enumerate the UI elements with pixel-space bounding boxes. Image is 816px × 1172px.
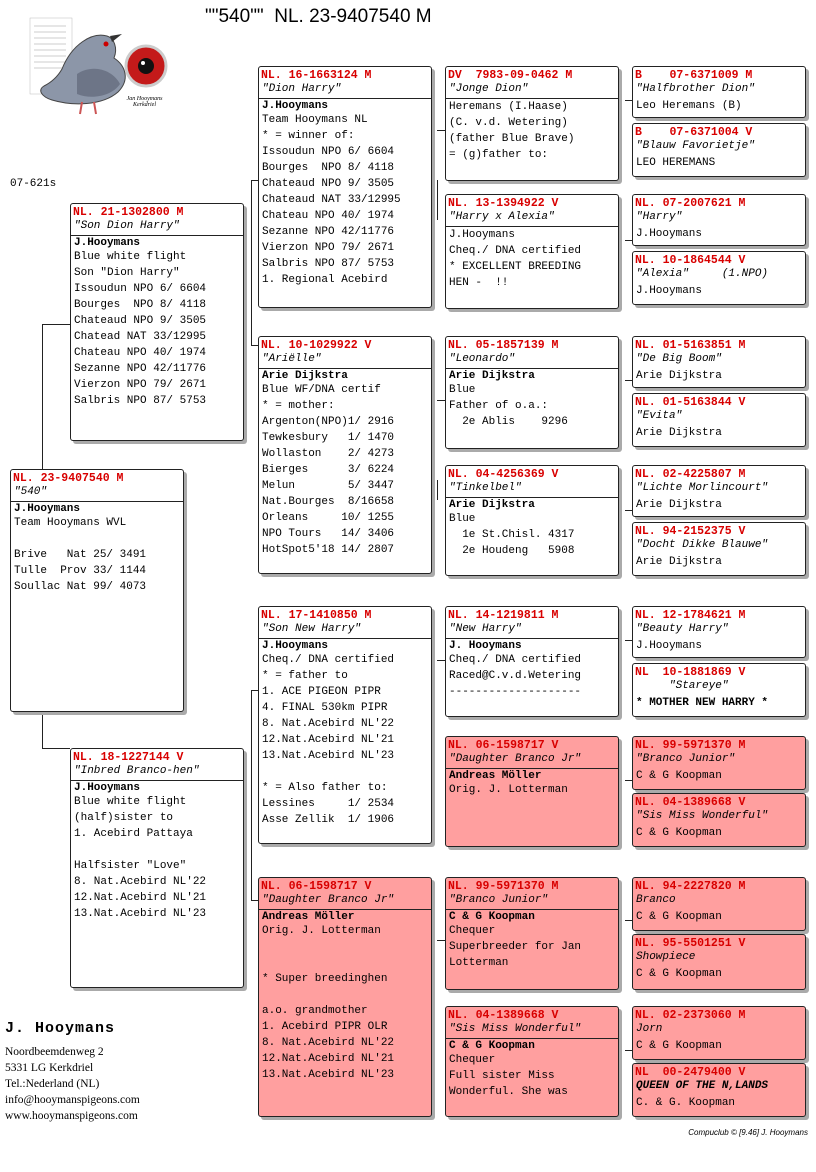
ring-number: NL. 02-2373060 M <box>635 1009 746 1022</box>
owner: Arie Dijkstra <box>636 556 722 568</box>
info-line <box>259 955 431 971</box>
info-line: 2e Ablis 9296 <box>449 416 568 428</box>
info-line: Soullac Nat 99/ 4073 <box>14 581 147 593</box>
ring-number: NL. 12-1784621 M <box>635 609 746 622</box>
info-line: Full sister Miss <box>449 1070 555 1082</box>
info-line <box>11 531 183 547</box>
pigeon-name: "Lichte Morlincourt" <box>636 482 769 494</box>
pigeon-name: "Jonge Dion" <box>446 82 618 99</box>
info-line: (father Blue Brave) <box>449 133 575 145</box>
email-link[interactable]: info@hooymanspigeons.com <box>5 1094 140 1106</box>
pedigree-box-g6[interactable] <box>632 393 806 447</box>
info-line: Blue white flight <box>74 796 187 808</box>
pigeon-name: "540" <box>11 485 183 502</box>
logo-caption: Jan Hooymans Kerkdriel <box>126 96 163 108</box>
info-line: 8. Nat.Acebird NL'22 <box>74 876 207 888</box>
info-line: Wollaston 2/ 4273 <box>262 448 395 460</box>
pedigree-box-sire-dam[interactable] <box>258 336 432 574</box>
info-line: Blue <box>449 513 476 525</box>
ring-number: NL. 10-1029922 V <box>261 339 372 352</box>
ring-number: NL. 04-1389668 V <box>635 796 746 809</box>
info-line: Superbreeder for Jan <box>449 941 582 953</box>
pigeon-name: "Halfbrother Dion" <box>636 83 755 95</box>
info-line: * = winner of: <box>262 130 355 142</box>
pigeon-name: Showpiece <box>636 951 696 963</box>
pigeon-name: "Beauty Harry" <box>636 623 729 635</box>
ring-number: NL. 01-5163851 M <box>635 339 746 352</box>
info-line: Team Hooymans WVL <box>14 517 127 529</box>
info-line: Raced@C.v.d.Wetering <box>449 670 582 682</box>
info-line: Cheq./ DNA certified <box>449 245 582 257</box>
owner: Arie Dijkstra <box>636 499 722 511</box>
ring-number: NL. 94-2152375 V <box>635 525 746 538</box>
info-line: Orig. J. Lotterman <box>262 925 381 937</box>
page-title: ""540"" NL. 23-9407540 M <box>205 6 432 27</box>
info-line: * = father to <box>262 670 348 682</box>
ring-number: NL. 17-1410850 M <box>261 609 372 622</box>
info-line <box>259 987 431 1003</box>
pigeon-name: "Son Dion Harry" <box>71 219 243 236</box>
ring-number: NL. 13-1394922 V <box>448 197 559 210</box>
owner: Leo Heremans (B) <box>636 100 742 112</box>
ring-number: NL. 94-2227820 M <box>635 880 746 893</box>
info-line: * EXCELLENT BREEDING <box>449 261 582 273</box>
info-line: 2e Houdeng 5908 <box>449 545 575 557</box>
owner: Heremans (I.Haase) <box>449 101 568 113</box>
owner: J.Hooymans <box>636 640 703 652</box>
info-line: 12.Nat.Acebird NL'21 <box>262 734 395 746</box>
info-line: Blue <box>449 384 476 396</box>
pedigree-box-g3[interactable] <box>632 194 806 246</box>
pigeon-name: "Blauw Favorietje" <box>636 140 755 152</box>
pigeon-name: Branco <box>636 894 676 906</box>
pedigree-box-sire[interactable] <box>70 203 244 441</box>
pedigree-box-ddd[interactable] <box>445 1006 619 1117</box>
pigeon-logo-icon <box>22 14 172 126</box>
info-line: 1e St.Chisl. 4317 <box>449 529 575 541</box>
pigeon-name: "Inbred Branco-hen" <box>71 764 243 781</box>
info-line: Blue white flight <box>74 251 187 263</box>
owner: J.Hooymans <box>262 100 329 112</box>
pedigree-box-sire-sire[interactable] <box>258 66 432 308</box>
owner: J. Hooymans <box>449 640 522 652</box>
info-line: NPO Tours 14/ 3406 <box>262 528 395 540</box>
pedigree-box-g16[interactable] <box>632 1063 806 1117</box>
owner: Arie Dijkstra <box>636 370 722 382</box>
pedigree-box-g8[interactable] <box>632 522 806 576</box>
owner: J.Hooymans <box>14 503 81 515</box>
info-line: 1. Acebird PIPR OLR <box>262 1021 388 1033</box>
info-line: Son "Dion Harry" <box>74 267 180 279</box>
info-line: 13.Nat.Acebird NL'23 <box>74 908 207 920</box>
info-line: Issoudun NPO 6/ 6604 <box>262 146 395 158</box>
info-line: Chateau NPO 40/ 1974 <box>262 210 395 222</box>
info-line: Chequer <box>449 1054 496 1066</box>
owner: J.Hooymans <box>74 782 141 794</box>
owner: Arie Dijkstra <box>449 499 535 511</box>
info-line: (half)sister to <box>74 812 174 824</box>
owner: J.Hooymans <box>636 285 703 297</box>
info-line <box>259 764 431 780</box>
ring-number: NL. 16-1663124 M <box>261 69 372 82</box>
software-credit: Compuclub © [9.46] J. Hooymans <box>688 1128 808 1137</box>
ring-number: NL. 02-4225807 M <box>635 468 746 481</box>
info-line: Team Hooymans NL <box>262 114 368 126</box>
info-line: HotSpot5'18 14/ 2807 <box>262 544 395 556</box>
pigeon-name: "Dion Harry" <box>259 82 431 99</box>
pigeon-name: "Daughter Branco Jr" <box>259 893 431 910</box>
ring-number: NL. 23-9407540 M <box>13 472 124 485</box>
info-line: Father of o.a.: <box>449 400 549 412</box>
owner: C & G Koopman <box>636 770 722 782</box>
info-line: 8. Nat.Acebird NL'22 <box>262 718 395 730</box>
info-line <box>71 842 243 858</box>
pedigree-box-dam-dam[interactable] <box>258 877 432 1117</box>
ring-number: NL. 01-5163844 V <box>635 396 746 409</box>
pigeon-name: "Evita" <box>636 410 683 422</box>
info-line: a.o. grandmother <box>262 1005 368 1017</box>
owner: C & G Koopman <box>636 1040 722 1052</box>
info-line: 13.Nat.Acebird NL'23 <box>262 750 395 762</box>
info-line: Lotterman <box>449 957 509 969</box>
ring-number: NL. 07-2007621 M <box>635 197 746 210</box>
ring-number: B 07-6371004 V <box>635 126 753 139</box>
owner: J.Hooymans <box>449 229 516 241</box>
info-line: Tulle Prov 33/ 1144 <box>14 565 147 577</box>
info-line: Blue WF/DNA certif <box>262 384 381 396</box>
pedigree-box-dss[interactable] <box>445 606 619 717</box>
ring-number: NL. 14-1219811 M <box>448 609 559 622</box>
pedigree-box-ssd[interactable] <box>445 194 619 309</box>
pigeon-name: "Ariëlle" <box>259 352 431 369</box>
info-line: 12.Nat.Acebird NL'21 <box>262 1053 395 1065</box>
pedigree-box-g9[interactable] <box>632 606 806 658</box>
owner: C. & G. Koopman <box>636 1097 736 1109</box>
owner: C & G Koopman <box>636 911 722 923</box>
info-line: Chateaud NPO 9/ 3505 <box>74 315 207 327</box>
breeder-contact <box>5 1044 140 1124</box>
pigeon-name: "Alexia" (1.NPO) <box>636 268 769 280</box>
ring-number: NL. 04-1389668 V <box>448 1009 559 1022</box>
owner: J.Hooymans <box>74 237 141 249</box>
info-line: 13.Nat.Acebird NL'23 <box>262 1069 395 1081</box>
pedigree-box-g7[interactable] <box>632 465 806 517</box>
pigeon-name: "Harry x Alexia" <box>446 210 618 227</box>
ring-number: NL. 06-1598717 V <box>261 880 372 893</box>
ring-number: NL 00-2479400 V <box>635 1066 746 1079</box>
pigeon-name: "De Big Boom" <box>636 353 722 365</box>
pedigree-box-g14[interactable] <box>632 934 806 990</box>
pedigree-box-g13[interactable] <box>632 877 806 931</box>
info-line: 1. ACE PIGEON PIPR <box>262 686 381 698</box>
breeder-name: J. Hooymans <box>5 1020 116 1037</box>
ring-number: NL. 21-1302800 M <box>73 206 184 219</box>
ring-number: DV 7983-09-0462 M <box>448 69 573 82</box>
owner: * MOTHER NEW HARRY * <box>636 697 769 709</box>
info-line: 4. FINAL 530km PIPR <box>262 702 388 714</box>
ring-number: NL. 99-5971370 M <box>448 880 559 893</box>
pedigree-box-sds[interactable] <box>445 336 619 449</box>
info-line: Chateau NPO 40/ 1974 <box>74 347 207 359</box>
pedigree-box-subject[interactable] <box>10 469 184 712</box>
info-line: 8. Nat.Acebird NL'22 <box>262 1037 395 1049</box>
info-line: (C. v.d. Wetering) <box>449 117 568 129</box>
info-line: Brive Nat 25/ 3491 <box>14 549 147 561</box>
info-line: Chatead NAT 33/12995 <box>74 331 207 343</box>
info-line: * = Also father to: <box>262 782 388 794</box>
info-line: Orleans 10/ 1255 <box>262 512 395 524</box>
pigeon-name: "Sis Miss Wonderful" <box>446 1022 618 1039</box>
pedigree-box-sdd[interactable] <box>445 465 619 576</box>
owner: Arie Dijkstra <box>636 427 722 439</box>
pedigree-box-g5[interactable] <box>632 336 806 388</box>
info-line: * Super breedinghen <box>262 973 388 985</box>
info-line: Tewkesbury 1/ 1470 <box>262 432 395 444</box>
pedigree-box-g15[interactable] <box>632 1006 806 1060</box>
info-line: Nat.Bourges 8/16658 <box>262 496 395 508</box>
pigeon-name: "Branco Junior" <box>446 893 618 910</box>
owner: LEO HEREMANS <box>636 157 716 169</box>
pigeon-name: QUEEN OF THE N,LANDS <box>636 1080 769 1092</box>
owner: Arie Dijkstra <box>449 370 535 382</box>
info-line: Vierzon NPO 79/ 2671 <box>262 242 395 254</box>
ring-number: NL 10-1881869 V <box>635 666 746 679</box>
info-line: Bourges NPO 8/ 4118 <box>262 162 395 174</box>
info-line: Halfsister "Love" <box>74 860 187 872</box>
ring-number: NL. 05-1857139 M <box>448 339 559 352</box>
pedigree-box-sss[interactable] <box>445 66 619 181</box>
owner: Andreas Möller <box>262 911 355 923</box>
info-line: -------------------- <box>449 686 582 698</box>
ring-number: NL. 10-1864544 V <box>635 254 746 267</box>
info-line: 1. Acebird Pattaya <box>74 828 193 840</box>
owner: Arie Dijkstra <box>262 370 348 382</box>
pigeon-name: "Tinkelbel" <box>446 481 618 498</box>
owner: C & G Koopman <box>636 827 722 839</box>
info-line: Sezanne NPO 42/11776 <box>74 363 207 375</box>
info-line: Chateaud NAT 33/12995 <box>262 194 401 206</box>
pedigree-box-dam[interactable] <box>70 748 244 988</box>
ring-number: NL. 06-1598717 V <box>448 739 559 752</box>
info-line: Asse Zellik 1/ 1906 <box>262 814 395 826</box>
ring-number: NL. 99-5971370 M <box>635 739 746 752</box>
pedigree-box-dsd[interactable] <box>445 736 619 847</box>
info-line: Cheq./ DNA certified <box>449 654 582 666</box>
ring-number: B 07-6371009 M <box>635 69 753 82</box>
info-line: Melun 5/ 3447 <box>262 480 395 492</box>
pedigree-box-g2[interactable] <box>632 123 806 177</box>
info-line: Chateaud NPO 9/ 3505 <box>262 178 395 190</box>
pigeon-name: "Sis Miss Wonderful" <box>636 810 769 822</box>
pigeon-name: "Leonardo" <box>446 352 618 369</box>
pigeon-name: "Stareye" <box>636 680 729 692</box>
pigeon-name: "Son New Harry" <box>259 622 431 639</box>
info-line: Salbris NPO 87/ 5753 <box>262 258 395 270</box>
info-line: * = mother: <box>262 400 335 412</box>
pedigree-box-g12[interactable] <box>632 793 806 847</box>
info-line: HEN - !! <box>449 277 509 289</box>
pigeon-name: "New Harry" <box>446 622 618 639</box>
info-line: Wonderful. She was <box>449 1086 568 1098</box>
owner: Andreas Möller <box>449 770 542 782</box>
info-line: Salbris NPO 87/ 5753 <box>74 395 207 407</box>
phone-line: Tel.:Nederland (NL) <box>5 1078 100 1090</box>
info-line: 1. Regional Acebird <box>262 274 388 286</box>
pigeon-name: "Harry" <box>636 211 683 223</box>
info-line: Issoudun NPO 6/ 6604 <box>74 283 207 295</box>
info-line: 12.Nat.Acebird NL'21 <box>74 892 207 904</box>
info-line <box>259 939 431 955</box>
info-line: Orig. J. Lotterman <box>449 784 568 796</box>
info-line: Argenton(NPO)1/ 2916 <box>262 416 395 428</box>
info-line: Cheq./ DNA certified <box>262 654 395 666</box>
owner: C & G Koopman <box>449 911 535 923</box>
owner: C & G Koopman <box>636 968 722 980</box>
pedigree-box-g1[interactable] <box>632 66 806 118</box>
info-line: Chequer <box>449 925 496 937</box>
pedigree-box-g10[interactable] <box>632 663 806 717</box>
reference-code: 07-621s <box>10 178 57 190</box>
info-line: Bierges 3/ 6224 <box>262 464 395 476</box>
ring-number: NL. 95-5501251 V <box>635 937 746 950</box>
info-line: Vierzon NPO 79/ 2671 <box>74 379 207 391</box>
info-line: Sezanne NPO 42/11776 <box>262 226 395 238</box>
ring-number: NL. 04-4256369 V <box>448 468 559 481</box>
pedigree-box-dam-sire[interactable] <box>258 606 432 844</box>
pigeon-name: "Branco Junior" <box>636 753 736 765</box>
info-line: = (g)father to: <box>449 149 549 161</box>
pedigree-box-g4[interactable] <box>632 251 806 305</box>
pedigree-box-g11[interactable] <box>632 736 806 790</box>
address-line: Noordbeemdenweg 2 <box>5 1046 104 1058</box>
owner: J.Hooymans <box>262 640 329 652</box>
info-line: Bourges NPO 8/ 4118 <box>74 299 207 311</box>
owner: C & G Koopman <box>449 1040 535 1052</box>
pigeon-name: "Docht Dikke Blauwe" <box>636 539 769 551</box>
pigeon-name: "Daughter Branco Jr" <box>446 752 618 769</box>
owner: J.Hooymans <box>636 228 703 240</box>
website-link[interactable]: www.hooymanspigeons.com <box>5 1110 138 1122</box>
pedigree-box-dds[interactable] <box>445 877 619 990</box>
info-line: Lessines 1/ 2534 <box>262 798 395 810</box>
pigeon-name: Jorn <box>636 1023 663 1035</box>
postal-line: 5331 LG Kerkdriel <box>5 1062 94 1074</box>
ring-number: NL. 18-1227144 V <box>73 751 184 764</box>
